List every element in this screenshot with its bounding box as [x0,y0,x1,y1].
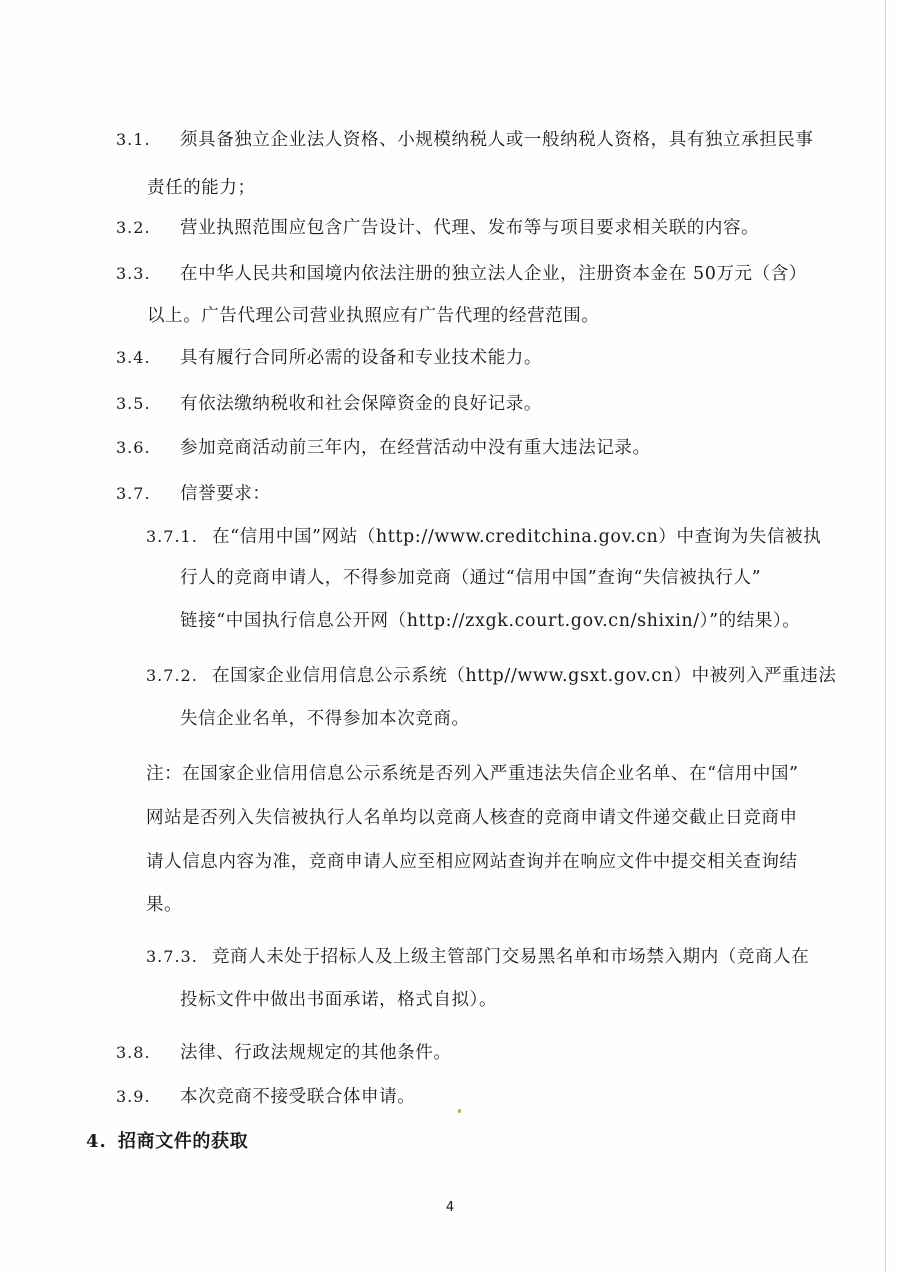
item-3-7-3-line-2: 投标文件中做出书面承诺，格式自拟）。 [180,990,498,1010]
item-3-7-line-1: 信誉要求： [180,484,271,504]
item-number-3-2: 3.2. [116,218,151,237]
item-number-3-7-2: 3.7.2. [146,666,198,685]
item-number-3-1: 3.1. [116,130,151,149]
scan-edge-line [885,0,886,1272]
note-line-1: 注：在国家企业信用信息公示系统是否列入严重违法失信企业名单、在“信用中国” [146,764,799,784]
note-line-4: 果。 [146,895,183,915]
item-number-3-7: 3.7. [116,484,151,503]
item-3-3-line-1: 在中华人民共和国境内依法注册的独立法人企业，注册资本金在 50万元（含） [180,264,807,284]
item-3-7-1-line-2: 行人的竞商申请人，不得参加竞商（通过“信用中国”查询“失信被执行人” [180,568,762,588]
item-number-3-4: 3.4. [116,348,151,367]
item-3-7-2-line-1: 在国家企业信用信息公示系统（http//www.gsxt.gov.cn）中被列入严重违法 [212,666,837,686]
item-3-6-line-1: 参加竞商活动前三年内，在经营活动中没有重大违法记录。 [180,438,651,458]
item-3-5-line-1: 有依法缴纳税收和社会保障资金的良好记录。 [180,394,542,414]
item-3-9-line-1: 本次竞商不接受联合体申请。 [180,1087,416,1107]
page-number: 4 [445,1200,455,1215]
item-3-1-line-1: 须具备独立企业法人资格、小规模纳税人或一般纳税人资格，具有独立承担民事 [180,130,814,150]
item-3-7-1-line-1: 在“信用中国”网站（http://www.creditchina.gov.cn）中查询为失信被执 [212,527,822,547]
item-3-2-line-1: 营业执照范围应包含广告设计、代理、发布等与项目要求相关联的内容。 [180,218,760,238]
note-line-3: 请人信息内容为准，竞商申请人应至相应网站查询并在响应文件中提交相关查询结 [146,852,798,872]
item-3-4-line-1: 具有履行合同所必需的设备和专业技术能力。 [180,348,542,368]
item-number-3-6: 3.6. [116,438,151,457]
scan-speck [458,1109,461,1113]
item-3-1-line-2: 责任的能力； [147,178,256,198]
item-3-7-3-line-1: 竞商人未处于招标人及上级主管部门交易黑名单和市场禁入期内（竞商人在 [212,947,810,967]
item-number-3-7-1: 3.7.1. [146,527,198,546]
item-3-3-line-2: 以上。广告代理公司营业执照应有广告代理的经营范围。 [147,306,600,326]
item-number-3-5: 3.5. [116,394,151,413]
item-number-3-3: 3.3. [116,264,151,283]
item-number-3-7-3: 3.7.3. [146,947,198,966]
item-number-3-8: 3.8. [116,1043,151,1062]
section-4-number: 4. [86,1131,107,1152]
section-4-title: 招商文件的获取 [118,1131,249,1152]
item-3-8-line-1: 法律、行政法规规定的其他条件。 [180,1043,452,1063]
note-line-2: 网站是否列入失信被执行人名单均以竞商人核查的竞商申请文件递交截止日竞商申 [146,808,798,828]
item-3-7-1-line-3: 链接“中国执行信息公开网（http://zxgk.court.gov.cn/shixin/）”的结果）。 [180,611,801,631]
item-3-7-2-line-2: 失信企业名单，不得参加本次竞商。 [180,709,470,729]
item-number-3-9: 3.9. [116,1087,151,1106]
